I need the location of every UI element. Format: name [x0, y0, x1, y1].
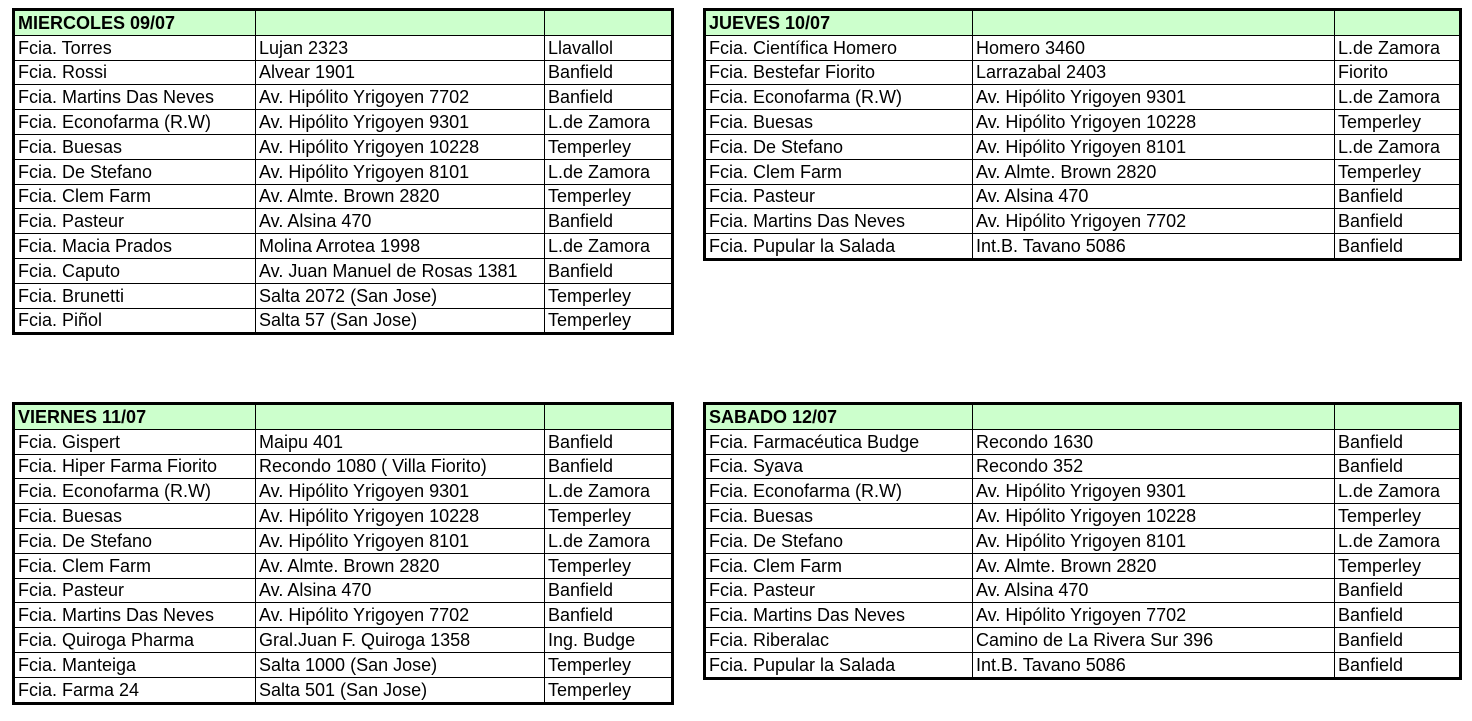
locality-cell: Temperley — [1335, 159, 1461, 184]
address-cell: Larrazabal 2403 — [973, 60, 1335, 85]
address-cell: Av. Hipólito Yrigoyen 9301 — [256, 479, 545, 504]
address-cell: Lujan 2323 — [256, 35, 545, 60]
address-cell: Maipu 401 — [256, 429, 545, 454]
pharmacy-name-cell: Fcia. Hiper Farma Fiorito — [14, 454, 256, 479]
locality-cell: Banfield — [1335, 454, 1461, 479]
table-row — [14, 528, 673, 553]
table-row — [705, 454, 1461, 479]
locality-cell: Banfield — [1335, 429, 1461, 454]
pharmacy-name-cell: Fcia. Piñol — [14, 308, 256, 334]
locality-cell: Banfield — [1335, 652, 1461, 678]
table-header-row — [14, 404, 673, 430]
address-cell: Salta 501 (San Jose) — [256, 677, 545, 703]
table-row — [705, 528, 1461, 553]
schedule-table-viernes — [12, 402, 674, 705]
pharmacy-name-cell: Fcia. Clem Farm — [14, 184, 256, 209]
table-row — [14, 258, 673, 283]
address-cell: Av. Almte. Brown 2820 — [256, 553, 545, 578]
address-cell: Av. Almte. Brown 2820 — [256, 184, 545, 209]
table-row — [14, 429, 673, 454]
day-heading: SABADO 12/07 — [705, 404, 973, 430]
schedule-body — [705, 404, 1461, 679]
table-row — [14, 159, 673, 184]
table-row — [14, 184, 673, 209]
address-cell: Av. Hipólito Yrigoyen 10228 — [256, 134, 545, 159]
pharmacy-name-cell: Fcia. Buesas — [705, 504, 973, 529]
table-header-row — [705, 10, 1461, 36]
table-row — [14, 553, 673, 578]
table-row — [14, 603, 673, 628]
table-row — [705, 184, 1461, 209]
day-heading: VIERNES 11/07 — [14, 404, 256, 430]
pharmacy-name-cell: Fcia. Rossi — [14, 60, 256, 85]
table-row — [705, 628, 1461, 653]
address-cell: Av. Hipólito Yrigoyen 8101 — [973, 528, 1335, 553]
locality-cell: Temperley — [545, 134, 673, 159]
table-row — [705, 479, 1461, 504]
schedule-table-sabado — [703, 402, 1462, 680]
locality-cell: L.de Zamora — [545, 110, 673, 135]
table-row — [705, 603, 1461, 628]
header-empty-cell — [545, 10, 673, 36]
locality-cell: Banfield — [545, 603, 673, 628]
table-row — [705, 85, 1461, 110]
address-cell: Av. Hipólito Yrigoyen 8101 — [256, 159, 545, 184]
locality-cell: Banfield — [1335, 628, 1461, 653]
table-row — [705, 159, 1461, 184]
schedule-table-miercoles — [12, 8, 674, 335]
address-cell: Molina Arrotea 1998 — [256, 234, 545, 259]
pharmacy-name-cell: Fcia. Econofarma (R.W) — [705, 85, 973, 110]
locality-cell: Temperley — [545, 553, 673, 578]
address-cell: Av. Alsina 470 — [973, 578, 1335, 603]
pharmacy-name-cell: Fcia. Pasteur — [705, 578, 973, 603]
pharmacy-name-cell: Fcia. De Stefano — [14, 528, 256, 553]
table-row — [14, 110, 673, 135]
locality-cell: Temperley — [545, 308, 673, 334]
locality-cell: Banfield — [1335, 578, 1461, 603]
header-empty-cell — [973, 10, 1335, 36]
pharmacy-name-cell: Fcia. De Stefano — [705, 134, 973, 159]
pharmacy-name-cell: Fcia. Bestefar Fiorito — [705, 60, 973, 85]
locality-cell: L.de Zamora — [545, 479, 673, 504]
pharmacy-name-cell: Fcia. Econofarma (R.W) — [705, 479, 973, 504]
locality-cell: L.de Zamora — [545, 159, 673, 184]
locality-cell: L.de Zamora — [1335, 85, 1461, 110]
locality-cell: Temperley — [545, 677, 673, 703]
table-row — [14, 652, 673, 677]
locality-cell: Banfield — [1335, 234, 1461, 260]
address-cell: Av. Hipólito Yrigoyen 10228 — [973, 504, 1335, 529]
header-empty-cell — [1335, 404, 1461, 430]
locality-cell: Fiorito — [1335, 60, 1461, 85]
address-cell: Av. Hipólito Yrigoyen 7702 — [256, 603, 545, 628]
address-cell: Gral.Juan F. Quiroga 1358 — [256, 628, 545, 653]
address-cell: Av. Hipólito Yrigoyen 7702 — [973, 209, 1335, 234]
address-cell: Int.B. Tavano 5086 — [973, 652, 1335, 678]
table-row — [14, 677, 673, 703]
table-row — [705, 60, 1461, 85]
pharmacy-name-cell: Fcia. Brunetti — [14, 283, 256, 308]
pharmacy-name-cell: Fcia. Gispert — [14, 429, 256, 454]
address-cell: Av. Almte. Brown 2820 — [973, 553, 1335, 578]
locality-cell: Temperley — [545, 184, 673, 209]
locality-cell: Banfield — [545, 209, 673, 234]
address-cell: Homero 3460 — [973, 35, 1335, 60]
table-row — [14, 283, 673, 308]
pharmacy-name-cell: Fcia. Clem Farm — [705, 553, 973, 578]
locality-cell: Temperley — [545, 504, 673, 529]
schedule-body — [14, 404, 673, 704]
pharmacy-name-cell: Fcia. Martins Das Neves — [14, 85, 256, 110]
pharmacy-name-cell: Fcia. Buesas — [705, 110, 973, 135]
address-cell: Av. Hipólito Yrigoyen 9301 — [973, 479, 1335, 504]
table-row — [14, 209, 673, 234]
address-cell: Av. Hipólito Yrigoyen 7702 — [973, 603, 1335, 628]
table-row — [14, 628, 673, 653]
header-empty-cell — [973, 404, 1335, 430]
pharmacy-name-cell: Fcia. Farma 24 — [14, 677, 256, 703]
pharmacy-name-cell: Fcia. Quiroga Pharma — [14, 628, 256, 653]
address-cell: Salta 1000 (San Jose) — [256, 652, 545, 677]
address-cell: Int.B. Tavano 5086 — [973, 234, 1335, 260]
locality-cell: L.de Zamora — [545, 234, 673, 259]
schedule-table-jueves — [703, 8, 1462, 261]
address-cell: Av. Juan Manuel de Rosas 1381 — [256, 258, 545, 283]
pharmacy-name-cell: Fcia. De Stefano — [705, 528, 973, 553]
locality-cell: Ing. Budge — [545, 628, 673, 653]
table-row — [14, 35, 673, 60]
locality-cell: Banfield — [1335, 603, 1461, 628]
address-cell: Av. Hipólito Yrigoyen 8101 — [973, 134, 1335, 159]
table-row — [14, 308, 673, 334]
pharmacy-name-cell: Fcia. Buesas — [14, 504, 256, 529]
table-row — [705, 578, 1461, 603]
locality-cell: Temperley — [545, 283, 673, 308]
address-cell: Alvear 1901 — [256, 60, 545, 85]
locality-cell: Temperley — [545, 652, 673, 677]
table-row — [705, 504, 1461, 529]
pharmacy-name-cell: Fcia. Econofarma (R.W) — [14, 479, 256, 504]
address-cell: Av. Hipólito Yrigoyen 10228 — [256, 504, 545, 529]
pharmacy-name-cell: Fcia. Martins Das Neves — [705, 209, 973, 234]
locality-cell: Banfield — [545, 60, 673, 85]
table-row — [14, 134, 673, 159]
address-cell: Salta 2072 (San Jose) — [256, 283, 545, 308]
locality-cell: Banfield — [1335, 209, 1461, 234]
locality-cell: Banfield — [545, 85, 673, 110]
table-row — [705, 134, 1461, 159]
locality-cell: Banfield — [545, 454, 673, 479]
locality-cell: L.de Zamora — [1335, 134, 1461, 159]
table-row — [14, 504, 673, 529]
locality-cell: L.de Zamora — [545, 528, 673, 553]
locality-cell: Temperley — [1335, 553, 1461, 578]
locality-cell: L.de Zamora — [1335, 35, 1461, 60]
schedule-body — [705, 10, 1461, 260]
table-header-row — [705, 404, 1461, 430]
table-row — [705, 110, 1461, 135]
locality-cell: L.de Zamora — [1335, 479, 1461, 504]
pharmacy-name-cell: Fcia. Clem Farm — [14, 553, 256, 578]
pharmacy-name-cell: Fcia. Pasteur — [705, 184, 973, 209]
address-cell: Av. Alsina 470 — [256, 209, 545, 234]
address-cell: Av. Hipólito Yrigoyen 7702 — [256, 85, 545, 110]
address-cell: Av. Hipólito Yrigoyen 9301 — [256, 110, 545, 135]
pharmacy-name-cell: Fcia. Pasteur — [14, 578, 256, 603]
locality-cell: Llavallol — [545, 35, 673, 60]
address-cell: Salta 57 (San Jose) — [256, 308, 545, 334]
table-row — [705, 209, 1461, 234]
address-cell: Av. Hipólito Yrigoyen 8101 — [256, 528, 545, 553]
pharmacy-name-cell: Fcia. De Stefano — [14, 159, 256, 184]
table-row — [14, 479, 673, 504]
address-cell: Camino de La Rivera Sur 396 — [973, 628, 1335, 653]
locality-cell: Banfield — [545, 258, 673, 283]
header-empty-cell — [256, 404, 545, 430]
pharmacy-name-cell: Fcia. Econofarma (R.W) — [14, 110, 256, 135]
locality-cell: L.de Zamora — [1335, 528, 1461, 553]
table-header-row — [14, 10, 673, 36]
pharmacy-name-cell: Fcia. Científica Homero — [705, 35, 973, 60]
address-cell: Recondo 1080 ( Villa Fiorito) — [256, 454, 545, 479]
address-cell: Recondo 1630 — [973, 429, 1335, 454]
table-row — [705, 35, 1461, 60]
table-row — [14, 60, 673, 85]
pharmacy-name-cell: Fcia. Syava — [705, 454, 973, 479]
table-row — [14, 578, 673, 603]
address-cell: Av. Alsina 470 — [973, 184, 1335, 209]
locality-cell: Banfield — [545, 429, 673, 454]
locality-cell: Banfield — [1335, 184, 1461, 209]
pharmacy-name-cell: Fcia. Martins Das Neves — [14, 603, 256, 628]
pharmacy-name-cell: Fcia. Pupular la Salada — [705, 652, 973, 678]
header-empty-cell — [545, 404, 673, 430]
table-row — [705, 652, 1461, 678]
pharmacy-name-cell: Fcia. Pasteur — [14, 209, 256, 234]
pharmacy-name-cell: Fcia. Buesas — [14, 134, 256, 159]
address-cell: Recondo 352 — [973, 454, 1335, 479]
address-cell: Av. Hipólito Yrigoyen 10228 — [973, 110, 1335, 135]
pharmacy-name-cell: Fcia. Macia Prados — [14, 234, 256, 259]
table-row — [14, 454, 673, 479]
header-empty-cell — [256, 10, 545, 36]
day-heading: MIERCOLES 09/07 — [14, 10, 256, 36]
day-heading: JUEVES 10/07 — [705, 10, 973, 36]
pharmacy-name-cell: Fcia. Riberalac — [705, 628, 973, 653]
pharmacy-name-cell: Fcia. Pupular la Salada — [705, 234, 973, 260]
table-row — [705, 553, 1461, 578]
locality-cell: Temperley — [1335, 110, 1461, 135]
locality-cell: Banfield — [545, 578, 673, 603]
table-row — [14, 85, 673, 110]
pharmacy-name-cell: Fcia. Martins Das Neves — [705, 603, 973, 628]
table-row — [705, 429, 1461, 454]
table-row — [14, 234, 673, 259]
schedule-body — [14, 10, 673, 334]
address-cell: Av. Alsina 470 — [256, 578, 545, 603]
table-row — [705, 234, 1461, 260]
pharmacy-name-cell: Fcia. Caputo — [14, 258, 256, 283]
address-cell: Av. Almte. Brown 2820 — [973, 159, 1335, 184]
pharmacy-name-cell: Fcia. Manteiga — [14, 652, 256, 677]
header-empty-cell — [1335, 10, 1461, 36]
address-cell: Av. Hipólito Yrigoyen 9301 — [973, 85, 1335, 110]
pharmacy-name-cell: Fcia. Clem Farm — [705, 159, 973, 184]
pharmacy-name-cell: Fcia. Farmacéutica Budge — [705, 429, 973, 454]
locality-cell: Temperley — [1335, 504, 1461, 529]
pharmacy-name-cell: Fcia. Torres — [14, 35, 256, 60]
